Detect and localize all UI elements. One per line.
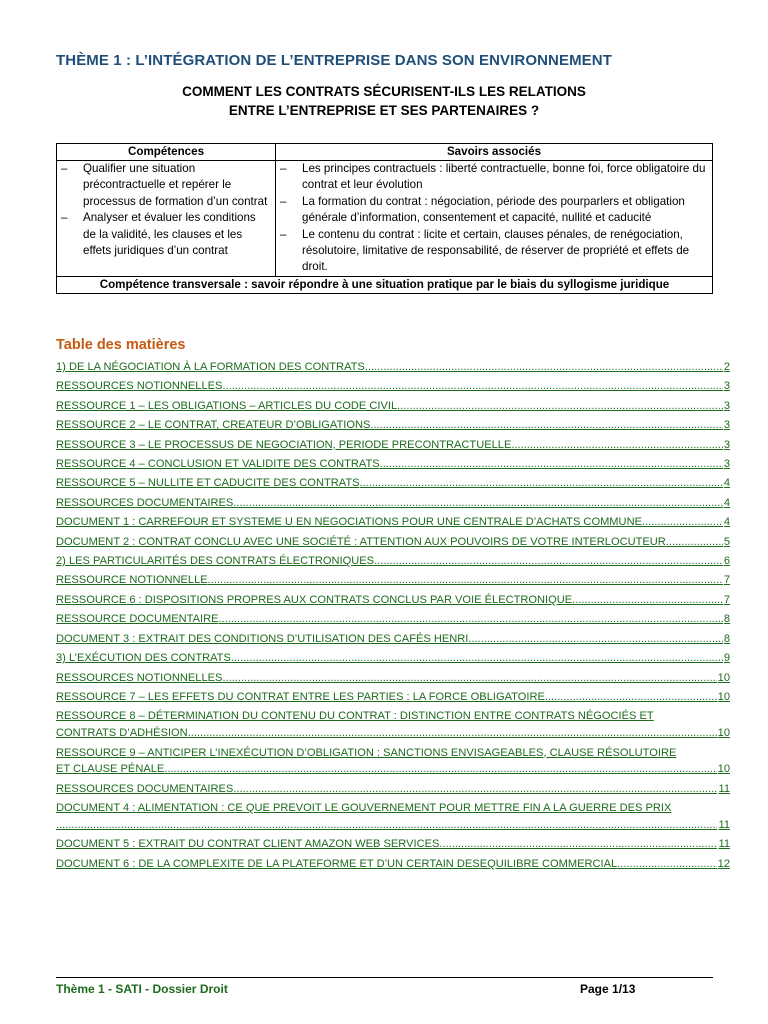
- toc-entry-text[interactable]: DOCUMENT 2 : CONTRAT CONCLU AVEC UNE SOCIÉTÉ : ATTENTION AUX POUVOIRS DE VOTRE INTERLOCUTEUR: [56, 535, 666, 548]
- toc-leader-dots: [222, 669, 716, 688]
- toc-entry[interactable]: [56, 513, 730, 532]
- toc-page-number[interactable]: 3: [723, 399, 730, 412]
- toc-leader-dots: [380, 455, 723, 474]
- toc-entry-text[interactable]: RESSOURCE 4 – CONCLUSION ET VALIDITE DES CONTRATS: [56, 458, 380, 471]
- toc-leader-dots: [208, 571, 723, 590]
- competence-text: Qualifier une situation précontractuelle et repérer le processus de formation d’un contrat: [83, 162, 268, 208]
- toc-leader-dots: [439, 835, 717, 854]
- main-title: [56, 82, 712, 120]
- toc-leader-dots: [231, 649, 723, 668]
- toc-page-number[interactable]: 5: [723, 535, 730, 548]
- toc-entry-text[interactable]: RESSOURCE NOTIONNELLE: [56, 574, 208, 587]
- toc-page-number[interactable]: 9: [723, 652, 730, 665]
- toc-page-number[interactable]: 11: [718, 838, 730, 851]
- toc-entry-text[interactable]: 1) DE LA NÉGOCIATION À LA FORMATION DES CONTRATS: [56, 361, 365, 373]
- toc-leader-dots: [360, 474, 723, 493]
- toc-page-number[interactable]: 8: [723, 613, 730, 626]
- toc-entry[interactable]: [56, 494, 730, 513]
- competences-table-header: [57, 144, 713, 161]
- toc-leader-dots: [222, 377, 722, 396]
- toc-entry-text[interactable]: RESSOURCES DOCUMENTAIRES: [56, 496, 234, 509]
- toc-leader-dots: [164, 761, 716, 778]
- toc-leader-dots: [545, 688, 717, 707]
- toc-page-number[interactable]: 8: [723, 632, 730, 645]
- toc-entry-text[interactable]: DOCUMENT 1 : CARREFOUR ET SYSTEME U EN NEGOCIATIONS POUR UNE CENTRALE D’ACHATS COMMUNE: [56, 516, 642, 529]
- toc-title: Table des matières: [56, 337, 186, 353]
- toc-page-number[interactable]: 4: [723, 477, 730, 490]
- toc-entry[interactable]: [56, 455, 730, 474]
- toc-entry-text[interactable]: RESSOURCE 7 – LES EFFETS DU CONTRAT ENTRE LES PARTIES : LA FORCE OBLIGATOIRE: [56, 690, 545, 703]
- savoir-text: La formation du contrat : négociation, période des pourparlers et obligation générale d’information, consentement et capacité, nullité et caducité: [302, 194, 685, 225]
- savoirs-cell: [276, 161, 713, 277]
- toc-entry[interactable]: [56, 416, 730, 435]
- toc-entry[interactable]: [56, 669, 730, 688]
- footer-left: Thème 1 - SATI - Dossier Droit: [56, 982, 228, 996]
- toc-page-number[interactable]: 11: [718, 782, 730, 795]
- main-title-line-1: COMMENT LES CONTRATS SÉCURISENT-ILS LES RELATIONS: [182, 84, 586, 99]
- savoir-item: [280, 227, 708, 276]
- footer-divider: [56, 977, 713, 978]
- toc-entry-text[interactable]: 2) LES PARTICULARITÉS DES CONTRATS ÉLECTRONIQUES: [56, 555, 375, 568]
- toc-entry-text[interactable]: RESSOURCE 5 – NULLITE ET CADUCITE DES CONTRATS: [56, 477, 360, 490]
- toc-leader-dots: [233, 494, 723, 513]
- dash-bullet: –: [280, 194, 287, 208]
- toc-entry-text[interactable]: DOCUMENT 3 : EXTRAIT DES CONDITIONS D’UTILISATION DES CAFÉS HENRI: [56, 632, 469, 645]
- toc-page-number[interactable]: 7: [723, 593, 730, 606]
- savoir-text: Le contenu du contrat : licite et certain, clauses pénales, de renégociation, résolutoire, limitative de responsabilité, de réserver de propriété et effets de droit.: [302, 227, 690, 274]
- toc-page-number[interactable]: 4: [723, 496, 730, 509]
- toc-entry-text[interactable]: RESSOURCE 8 – DÉTERMINATION DU CONTENU DU CONTRAT : DISTINCTION ENTRE CONTRATS NÉGOCIÉS ET: [56, 710, 654, 723]
- toc-leader-dots: [219, 610, 723, 629]
- dash-bullet: –: [61, 211, 68, 225]
- toc-entry[interactable]: [56, 630, 730, 649]
- toc-page-number[interactable]: 10: [717, 763, 730, 776]
- savoir-item: [280, 194, 708, 227]
- toc-leader-dots: [56, 817, 717, 834]
- dash-bullet: –: [280, 227, 287, 241]
- toc-page-number[interactable]: 4: [723, 516, 730, 529]
- toc-entry[interactable]: [56, 780, 730, 799]
- toc-entry[interactable]: [56, 688, 730, 707]
- toc-leader-dots: [617, 855, 716, 874]
- savoirs-list: [280, 161, 708, 276]
- toc-entry[interactable]: [56, 358, 730, 377]
- toc-page-number[interactable]: 12: [717, 857, 730, 870]
- competence-text: Analyser et évaluer les conditions de la validité, les clauses et les effets juridiques d’un contrat: [83, 211, 256, 258]
- toc-leader-dots: [642, 513, 723, 532]
- dash-bullet: –: [280, 162, 287, 175]
- competences-list: [61, 161, 271, 259]
- competences-cell: [57, 161, 276, 277]
- toc-entry-text[interactable]: DOCUMENT 5 : EXTRAIT DU CONTRAT CLIENT AMAZON WEB SERVICES: [56, 838, 440, 851]
- toc-entry[interactable]: [56, 533, 730, 552]
- toc-page-number[interactable]: 3: [723, 419, 730, 432]
- toc-entry-text[interactable]: RESSOURCE 1 – LES OBLIGATIONS – ARTICLES DU CODE CIVIL: [56, 399, 398, 412]
- savoir-item: [280, 161, 708, 194]
- toc-leader-dots: [666, 533, 723, 552]
- toc-entry[interactable]: [56, 474, 730, 493]
- main-title-line-2: ENTRE L’ENTREPRISE ET SES PARTENAIRES ?: [228, 103, 540, 118]
- toc-entry-text-continued[interactable]: ET CLAUSE PÉNALE: [56, 763, 165, 776]
- toc-entry-text[interactable]: RESSOURCE 3 – LE PROCESSUS DE NEGOCIATION, PERIODE PRECONTRACTUELLE: [56, 438, 512, 451]
- toc-page-number[interactable]: 10: [717, 690, 730, 703]
- toc-leader-dots: [370, 416, 722, 435]
- toc-entry[interactable]: [56, 744, 730, 780]
- toc-page-number[interactable]: 2: [723, 361, 730, 373]
- toc-entry[interactable]: [56, 855, 730, 874]
- toc-leader-dots: [188, 725, 717, 742]
- dash-bullet: –: [61, 162, 68, 175]
- header-competences: Compétences: [57, 144, 276, 161]
- toc-entry-text[interactable]: RESSOURCES NOTIONNELLES: [56, 380, 223, 393]
- toc-leader-dots: [233, 780, 717, 799]
- toc-entry[interactable]: [56, 377, 730, 396]
- toc-entry-text[interactable]: 3) L’EXÉCUTION DES CONTRATS: [56, 652, 231, 665]
- table-of-contents: [56, 358, 730, 874]
- toc-entry-text-continued[interactable]: CONTRATS D’ADHÉSION: [56, 726, 188, 739]
- toc-leader-dots: [365, 358, 723, 377]
- competences-table-row: [57, 161, 713, 277]
- toc-entry[interactable]: [56, 571, 730, 590]
- toc-page-number[interactable]: 10: [717, 671, 730, 684]
- toc-entry[interactable]: [56, 707, 730, 743]
- toc-entry[interactable]: [56, 552, 730, 571]
- toc-leader-dots: [397, 397, 723, 416]
- toc-entry[interactable]: [56, 649, 730, 668]
- toc-leader-dots: [374, 552, 723, 571]
- toc-entry-text[interactable]: RESSOURCE 6 : DISPOSITIONS PROPRES AUX CONTRATS CONCLUS PAR VOIE ÉLECTRONIQUE: [56, 593, 573, 606]
- toc-entry[interactable]: [56, 835, 730, 854]
- toc-page-number[interactable]: 3: [723, 458, 730, 471]
- toc-entry-text[interactable]: RESSOURCE 9 – ANTICIPER L’INEXÉCUTION D’OBLIGATION : SANCTIONS ENVISAGEABLES, CLAUSE RÉSOLUTOIRE: [56, 746, 677, 759]
- toc-entry-text[interactable]: DOCUMENT 6 : DE LA COMPLEXITE DE LA PLATEFORME ET D’UN CERTAIN DESEQUILIBRE COMMERCIAL: [56, 857, 618, 870]
- toc-entry-text[interactable]: RESSOURCES NOTIONNELLES: [56, 671, 223, 684]
- toc-page-number[interactable]: 11: [718, 818, 730, 831]
- toc-entry[interactable]: [56, 610, 730, 629]
- toc-page-number[interactable]: 3: [723, 380, 730, 393]
- competence-item: [61, 210, 271, 259]
- transversal-row: [57, 276, 713, 293]
- header-savoirs: Savoirs associés: [276, 144, 713, 161]
- toc-page-number[interactable]: 7: [723, 574, 730, 587]
- toc-entry-text[interactable]: RESSOURCE 2 – LE CONTRAT, CREATEUR D’OBLIGATIONS: [56, 419, 371, 432]
- toc-entry[interactable]: [56, 397, 730, 416]
- toc-page-number[interactable]: 10: [717, 726, 730, 739]
- theme-title: THÈME 1 : L’INTÉGRATION DE L’ENTREPRISE DANS SON ENVIRONNEMENT: [56, 52, 612, 69]
- toc-page-number[interactable]: 6: [723, 555, 730, 568]
- footer-page-number: Page 1/13: [580, 982, 636, 996]
- toc-entry-text[interactable]: RESSOURCE DOCUMENTAIRE: [56, 613, 219, 626]
- transversal-competence: Compétence transversale : savoir répondre à une situation pratique par le biais du syllogisme juridique: [57, 276, 713, 293]
- toc-entry[interactable]: [56, 591, 730, 610]
- toc-leader-dots: [468, 630, 722, 649]
- toc-entry-text[interactable]: RESSOURCES DOCUMENTAIRES: [56, 782, 234, 795]
- toc-leader-dots: [511, 436, 722, 455]
- competences-table: [56, 143, 713, 294]
- toc-page-number[interactable]: 3: [723, 438, 730, 451]
- toc-entry-text[interactable]: DOCUMENT 4 : ALIMENTATION : CE QUE PREVOIT LE GOUVERNEMENT POUR METTRE FIN A LA GUERRE DES PRIX: [56, 802, 672, 815]
- toc-entry[interactable]: [56, 436, 730, 455]
- savoir-text: Les principes contractuels : liberté contractuelle, bonne foi, force obligatoire du contrat et leur évolution: [302, 162, 706, 192]
- toc-entry[interactable]: [56, 799, 730, 835]
- toc-leader-dots: [572, 591, 723, 610]
- competence-item: [61, 161, 271, 210]
